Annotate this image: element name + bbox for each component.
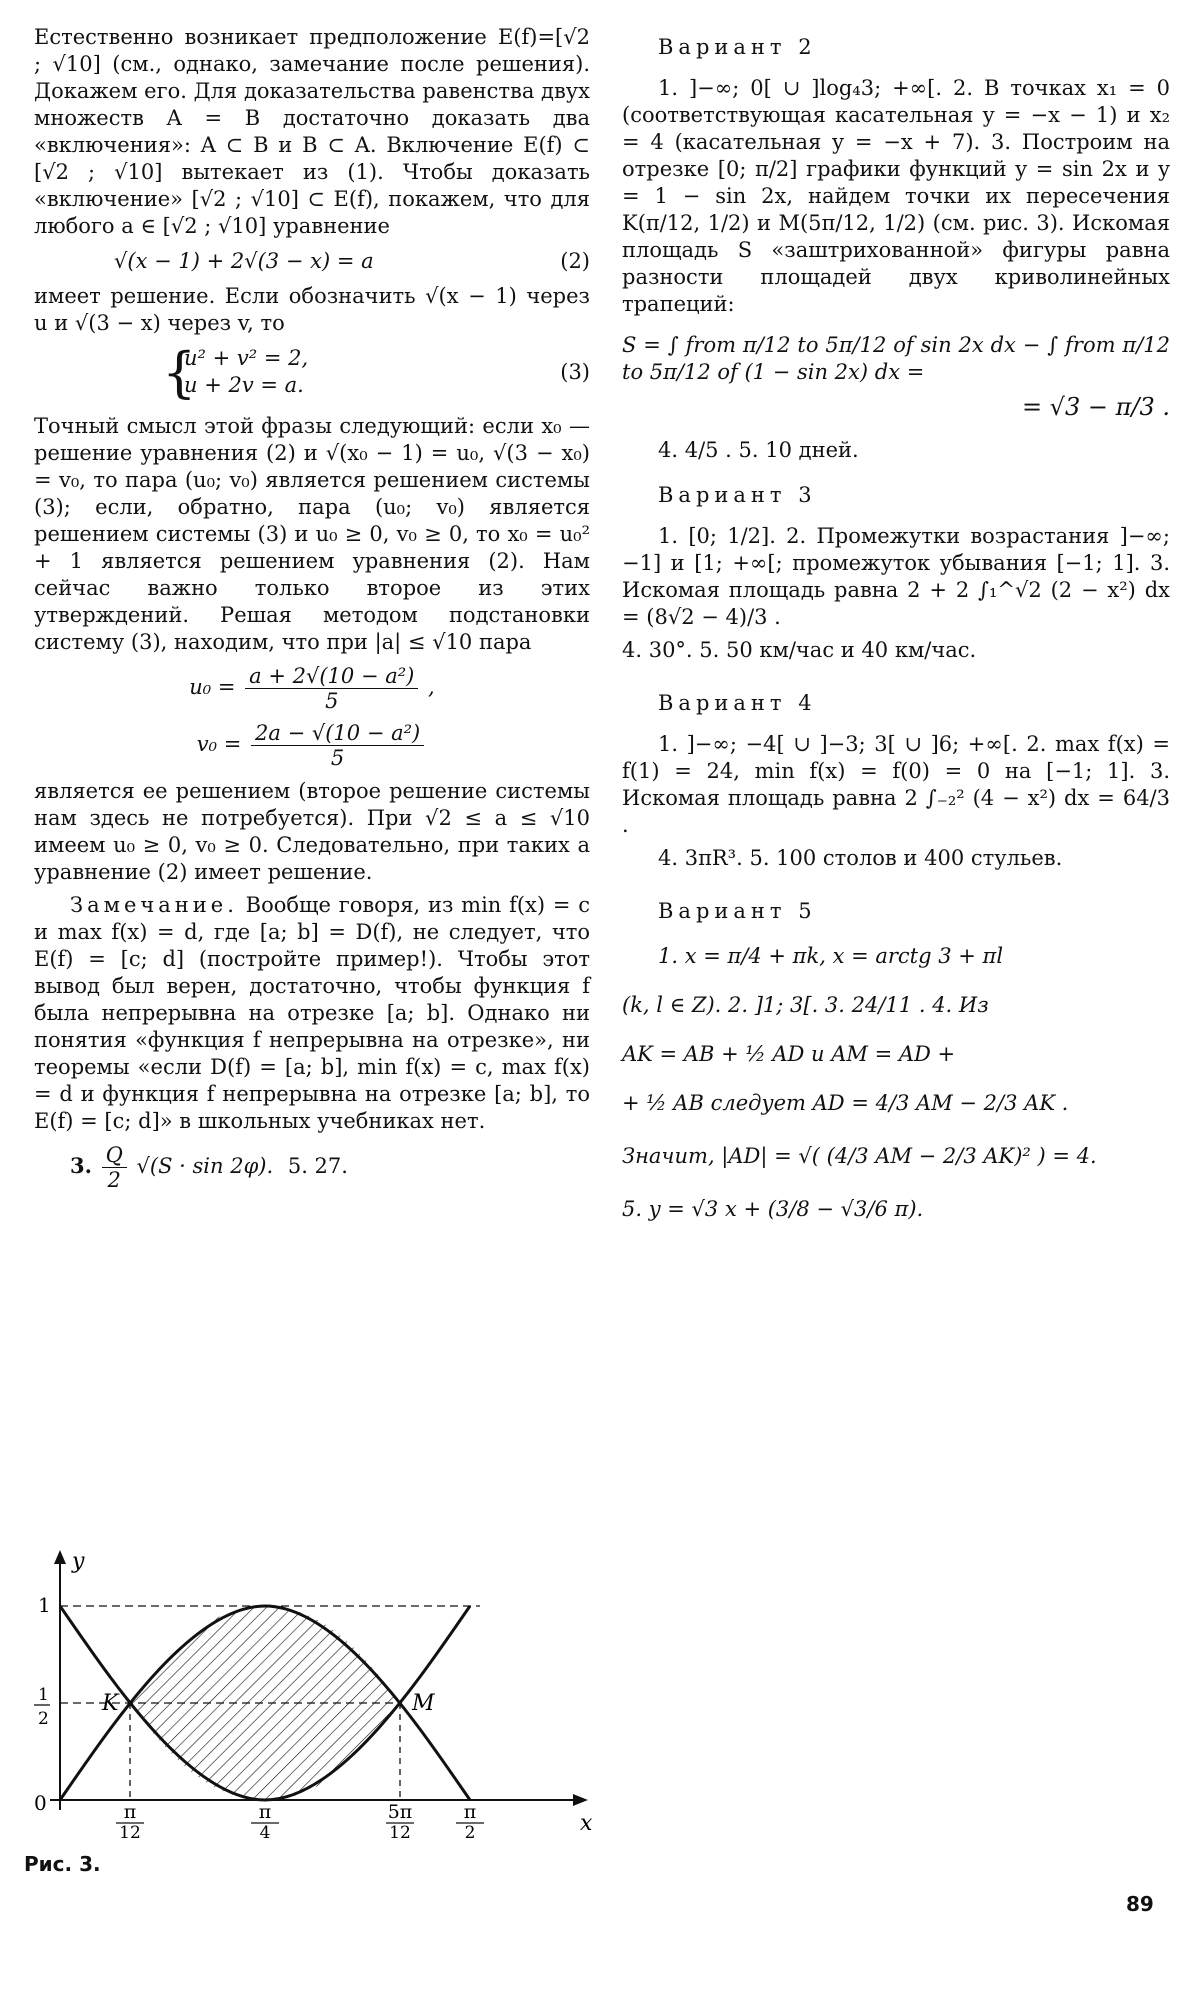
- answer-3-tail: √(S · sin 2φ).: [136, 1154, 274, 1178]
- equation-2: [34, 248, 590, 275]
- point-m-label: M: [412, 1691, 435, 1716]
- x-tick-denominator: 12: [389, 1823, 411, 1838]
- x-tick-denominator: 2: [464, 1823, 476, 1838]
- paragraph-conclusion: является ее решением (второе решение системы нам здесь не потребуется). При √2 ≤ a ≤ √10 имеем u₀ ≥ 0, v₀ ≥ 0. Следовательно, при таких a уравнение (2) имеет решение.: [34, 779, 590, 884]
- v0-denominator: 5: [330, 746, 345, 770]
- figure-caption: Рис. 3.: [24, 1852, 101, 1876]
- u0-denominator: 5: [325, 689, 339, 713]
- x-tick-labels: [116, 1801, 484, 1838]
- point-k-label: K: [102, 1691, 119, 1716]
- remark-heading: Замечание.: [70, 893, 238, 917]
- u0-numerator: a + 2√(10 − a²): [245, 664, 418, 689]
- answers-variant1: [34, 1143, 590, 1192]
- u0-tail: ,: [428, 675, 435, 699]
- y-tick-1: 1: [38, 1593, 51, 1617]
- paragraph-hypothesis: Естественно возникает предположение E(f)=[√2 ; √10] (см., однако, замечание после решения). Докажем его. Для доказательства равенства двух множеств A = B достаточно доказать два «включения»: A ⊂ B и B ⊂ A. Включение E(f) ⊂ [√2 ; √10] вытекает из (1). Чтобы доказать «включение» [√2 ; √10] ⊂ E(f), покажем, что для любого a ∈ [√2 ; √10] уравнение: [34, 25, 590, 238]
- answer-3-numerator: Q: [102, 1143, 127, 1168]
- variant-5-line-4: + ½ AB следует AD = 4/3 AM − 2/3 AK .: [622, 1091, 1069, 1115]
- variant-2-answers: 4. 4/5 . 5. 10 дней.: [658, 438, 859, 462]
- remark-body: Вообще говоря, из min f(x) = c и max f(x) = d, где [a; b] = D(f), не следует, что E(f) = [c; d] (постройте пример!). Чтобы этот вывод был верен, достаточно, чтобы функция f была непрерывна на отрезке [a; b]. Однако ни понятия «функция f непрерывна на отрезке», ни теоремы «если D(f) = [a; b], min f(x) = c, max f(x) = d и функция f непрерывна на отрезке [a; b], то E(f) = [c; d]» в школьных учебниках нет.: [34, 893, 590, 1133]
- equation-2-body: √(x − 1) + 2√(3 − x) = a: [114, 249, 374, 273]
- answer-3-denominator: 2: [107, 1168, 121, 1192]
- right-column: [622, 24, 1170, 1231]
- variant-3-answers: 4. 30°. 5. 50 км/час и 40 км/час.: [622, 638, 977, 662]
- y-axis-label: y: [72, 1549, 85, 1574]
- x-tick-numerator: π: [123, 1801, 137, 1823]
- system-3: [34, 341, 590, 405]
- system-line-1: u² + v² = 2,: [184, 346, 309, 370]
- x-tick-denominator: 12: [119, 1823, 141, 1838]
- system-brace: {: [162, 341, 197, 404]
- u0-lhs: u₀ =: [189, 675, 236, 699]
- x-tick-denominator: 4: [259, 1823, 271, 1838]
- answer-3-fraction: [102, 1143, 127, 1192]
- y-tick-half-den: 2: [38, 1709, 49, 1729]
- origin-label: 0: [34, 1791, 47, 1815]
- variant-5-line-3: AK = AB + ½ AD и AM = AD +: [622, 1042, 956, 1066]
- variant-4-text: 1. ]−∞; −4[ ∪ ]−3; 3[ ∪ ]6; +∞[. 2. max f(x) = f(1) = 24, min f(x) = f(0) = 0 на [−1; 1]. 3. Искомая площадь равна 2 ∫₋₂² (4 − x²) dx = 64/3 .: [622, 732, 1170, 837]
- paragraph-meaning: Точный смысл этой фразы следующий: если x₀ — решение уравнения (2) и √(x₀ − 1) = u₀, √(3 − x₀) = v₀, то пара (u₀; v₀) является решением системы (3); если, обратно, пара (u₀; v₀) является решением системы (3) и u₀ ≥ 0, v₀ ≥ 0, то x₀ = u₀² + 1 является решением уравнения (2). Нам сейчас важно только второе из этих утверждений. Решая методом подстановки систему (3), находим, что при |a| ≤ √10 пара: [34, 414, 590, 654]
- variant-5-line-5: Значит, |AD| = √( (4/3 AM − 2/3 AK)² ) = 4.: [622, 1144, 1097, 1168]
- y-tick-half-num: 1: [38, 1685, 49, 1705]
- variant-2-integral-result: = √3 − π/3 .: [1021, 393, 1170, 421]
- x-tick-numerator: 5π: [387, 1801, 413, 1823]
- paragraph-remark: [34, 892, 590, 1135]
- variant-4-answers: 4. 3πR³. 5. 100 столов и 400 стульев.: [658, 846, 1063, 870]
- figure-3: [20, 1548, 610, 1838]
- left-column: [34, 24, 590, 1200]
- variant-2-text: 1. ]−∞; 0[ ∪ ]log₄3; +∞[. 2. В точках x₁ = 0 (соответствующая касательная y = −x − 1) и x₂ = 4 (касательная y = −x + 7). 3. Построим на отрезке [0; π/2] графики функций y = sin 2x и y = 1 − sin 2x, найдем точки их пересечения K(π/12, 1/2) и M(5π/12, 1/2) (см. рис. 3). Искомая площадь S «заштрихованной» фигуры равна разности площадей двух криволинейных трапеций:: [622, 76, 1170, 316]
- formula-u0: [34, 664, 590, 713]
- variant-4-title: Вариант 4: [658, 691, 817, 715]
- variant-3-title: Вариант 3: [658, 483, 817, 507]
- hatched-region: [130, 1606, 400, 1800]
- answer-3-label: 3.: [70, 1153, 92, 1178]
- variant-5-line-2: (k, l ∈ Z). 2. ]1; 3[. 3. 24/11 . 4. Из: [622, 993, 989, 1017]
- x-tick-numerator: π: [463, 1801, 477, 1823]
- variant-5-line-1: 1. x = π/4 + πk, x = arctg 3 + πl: [658, 944, 1004, 968]
- answer-5: 5. 27.: [287, 1154, 348, 1178]
- page-number: 89: [1126, 1892, 1154, 1916]
- v0-fraction: [251, 721, 424, 770]
- equation-2-number: (2): [560, 249, 590, 273]
- x-axis-arrow: [573, 1794, 588, 1806]
- y-axis-arrow: [54, 1550, 66, 1564]
- v0-numerator: 2a − √(10 − a²): [251, 721, 424, 746]
- variant-3-text: 1. [0; 1/2]. 2. Промежутки возрастания ]−∞; −1] и [1; +∞[; промежуток убывания [−1; 1]. 3. Искомая площадь равна 2 + 2 ∫₁^√2 (2 − x²) dx = (8√2 − 4)/3 .: [622, 524, 1170, 629]
- variant-2-title: Вариант 2: [658, 35, 817, 59]
- u0-fraction: [245, 664, 418, 713]
- variant-5-line-6: 5. y = √3 x + (3/8 − √3/6 π).: [622, 1197, 924, 1221]
- system-line-2: u + 2v = a.: [184, 373, 304, 397]
- variant-2-integral: S = ∫ from π/12 to 5π/12 of sin 2x dx − ∫ from π/12 to 5π/12 of (1 − sin 2x) dx =: [622, 333, 1170, 384]
- paragraph-substitution: имеет решение. Если обозначить √(x − 1) через u и √(3 − x) через v, то: [34, 284, 590, 335]
- system-3-number: (3): [560, 360, 590, 384]
- v0-lhs: v₀ =: [196, 732, 242, 756]
- variant-5-title: Вариант 5: [658, 899, 817, 923]
- formula-v0: [34, 721, 590, 770]
- x-axis-label: x: [580, 1811, 593, 1836]
- x-tick-numerator: π: [258, 1801, 272, 1823]
